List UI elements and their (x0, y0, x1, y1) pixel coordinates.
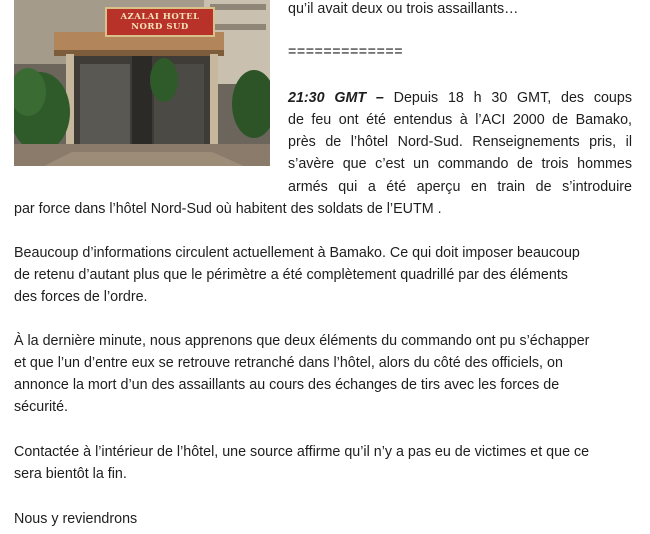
update-line-3: près de l’hôtel Nord-Sud. Renseignements pris, il (288, 134, 632, 150)
paragraph-3-line-3: annonce la mort d’un des assaillants au cours des échanges de tirs avec les forces de (14, 377, 560, 393)
update-line-4: s’avère que c’est un commando de trois hommes (288, 156, 632, 172)
hotel-sign-line-1: AZALAI HOTEL (120, 12, 200, 22)
hotel-entrance-photo (14, 0, 270, 166)
update-line-1-text: Depuis 18 h 30 GMT, des coups (393, 90, 632, 106)
intro-fragment: qu’il avait deux ou trois assaillants… (288, 1, 519, 17)
update-time-label: 21:30 GMT – (288, 90, 384, 106)
closing-line: Nous y reviendrons (14, 511, 138, 527)
update-line-6: par force dans l’hôtel Nord-Sud où habitent des soldats de l’EUTM . (14, 201, 442, 217)
paragraph-2-line-3: des forces de l’ordre. (14, 289, 148, 305)
paragraph-4-line-1: Contactée à l’intérieur de l’hôtel, une source affirme qu’il n’y a pas eu de victimes et que ce (14, 444, 590, 460)
paragraph-3-line-1: À la dernière minute, nous apprenons que deux éléments du commando ont pu s’échapper (14, 333, 590, 349)
hotel-sign-line-2: NORD SUD (131, 22, 189, 32)
section-separator: ============= (288, 44, 404, 60)
hotel-sign (114, 12, 206, 32)
paragraph-2-line-1: Beaucoup d’informations circulent actuellement à Bamako. Ce qui doit imposer beaucoup (14, 245, 580, 261)
paragraph-4-line-2: sera bientôt la fin. (14, 466, 127, 482)
paragraph-3-line-2: et que l’un d’entre eux se retrouve retranché dans l’hôtel, alors du côté des officiels, on (14, 355, 563, 371)
paragraph-2-line-2: de retenu d’autant plus que le périmètre a été complètement quadrillé par des éléments (14, 267, 568, 283)
update-line-1 (288, 88, 632, 108)
update-line-2: de feu ont été entendus à l’ACI 2000 de Bamako, (288, 112, 632, 128)
update-line-5: armés qui a été aperçu en train de s’introduire (288, 179, 632, 195)
paragraph-3-line-4: sécurité. (14, 399, 69, 415)
